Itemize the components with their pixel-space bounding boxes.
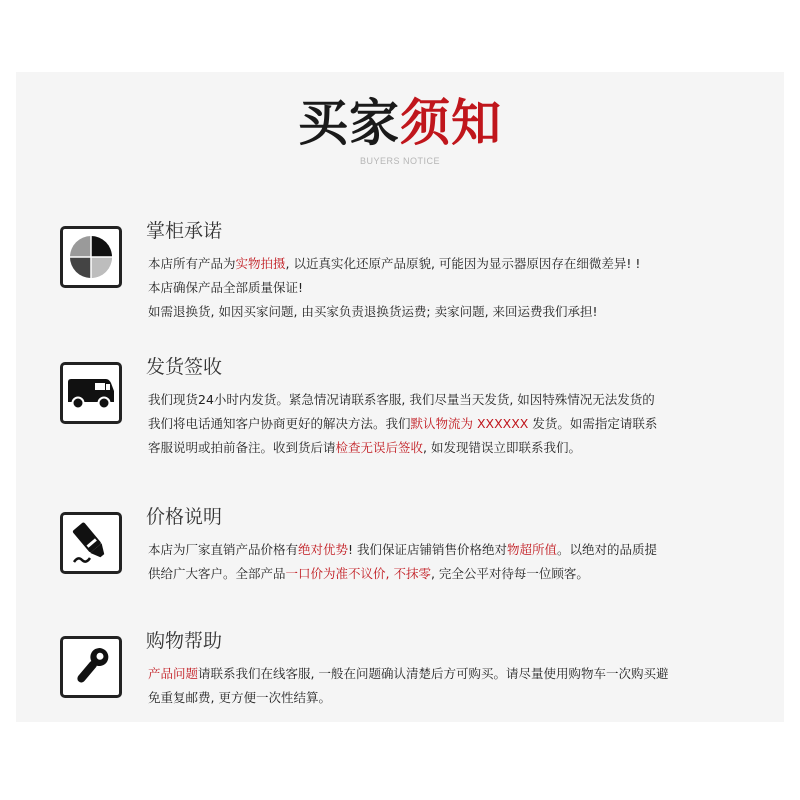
highlight-text: 检查无误后签收 <box>335 440 424 455</box>
highlight-text: 产品问题 <box>148 666 199 681</box>
text-line <box>148 412 748 436</box>
body-text: 我们现货24小时内发货。紧急情况请联系客服, 我们尽量当天发货, 如因特殊情况无法发货的 <box>148 392 655 407</box>
body-text: 免重复邮费, 更方便一次性结算。 <box>148 690 331 705</box>
text-line <box>148 276 748 300</box>
text-line <box>148 388 748 412</box>
body-text: 本店为厂家直销产品价格有 <box>148 542 299 557</box>
section-title: 掌柜承诺 <box>146 220 223 242</box>
section-body <box>148 388 748 460</box>
text-line <box>148 686 748 710</box>
page-title <box>0 92 800 154</box>
body-text: 如需退换货, 如因买家问题, 由买家负责退换货运费; 卖家问题, 来回运费我们承担! <box>148 304 598 319</box>
text-line <box>148 300 748 324</box>
page-subtitle: BUYERS NOTICE <box>359 156 440 166</box>
highlight-text: 一口价为准不议价, 不抹零 <box>285 566 431 581</box>
body-text: 请联系我们在线客服, 一般在问题确认清楚后方可购买。请尽量使用购物车一次购买避 <box>198 666 669 681</box>
body-text: 供给广大客户。全部产品 <box>148 566 286 581</box>
highlight-text: 绝对优势 <box>298 542 349 557</box>
body-text: 客服说明或拍前备注。收到货后请 <box>148 440 336 455</box>
text-line <box>148 662 748 686</box>
section-title: 价格说明 <box>146 506 223 528</box>
marker-pen-icon <box>60 512 122 574</box>
section-body <box>148 538 748 586</box>
title-black-part: 买家 <box>298 94 400 152</box>
text-line <box>148 562 748 586</box>
body-text: , 以近真实化还原产品原貌, 可能因为显示器原因存在细微差异! ! <box>285 256 641 271</box>
body-text: , 完全公平对待每一位顾客。 <box>430 566 589 581</box>
section-body <box>148 662 748 710</box>
section-title: 购物帮助 <box>146 630 223 652</box>
body-text: 我们将电话通知客户协商更好的解决方法。我们 <box>148 416 411 431</box>
body-text: 本店所有产品为 <box>148 256 236 271</box>
text-line <box>148 252 748 276</box>
header <box>0 92 800 166</box>
highlight-text: 物超所值 <box>507 542 558 557</box>
body-text: ! 我们保证店铺销售价格绝对 <box>348 542 508 557</box>
truck-icon <box>60 362 122 424</box>
body-text: 发货。如需指定请联系 <box>528 416 658 431</box>
body-text: 。以绝对的品质提 <box>557 542 658 557</box>
pie-chart-icon <box>60 226 122 288</box>
text-line <box>148 538 748 562</box>
highlight-text: 默认物流为 XXXXXX <box>410 416 529 431</box>
text-line <box>148 436 748 460</box>
body-text: , 如发现错误立即联系我们。 <box>423 440 581 455</box>
body-text: 本店确保产品全部质量保证! <box>148 280 304 295</box>
section-title: 发货签收 <box>146 356 223 378</box>
wrench-icon <box>60 636 122 698</box>
title-red-part: 须知 <box>400 94 502 152</box>
section-body <box>148 252 748 324</box>
highlight-text: 实物拍摄 <box>235 256 286 271</box>
